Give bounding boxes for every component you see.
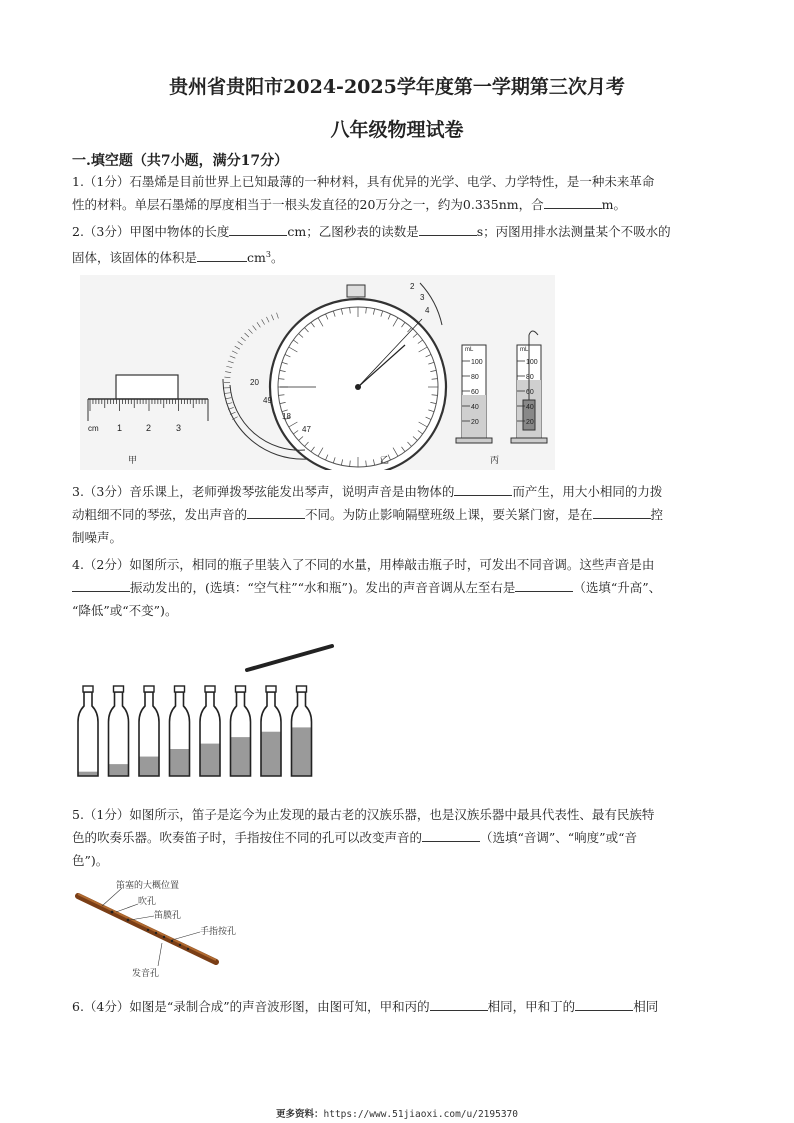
q5-blank[interactable] (422, 828, 480, 842)
q5-text: 色的吹奏乐器。吹奏笛子时，手指按住不同的孔可以改变声音的 (72, 830, 423, 845)
q3-text: 而产生，用大小相同的力拨 (512, 484, 663, 499)
cylinder-mark-label: 80 (526, 374, 534, 381)
ruler-tick-label: 3 (176, 423, 182, 433)
q3-text: 不同。为防止影响隔壁班级上课，要关紧门窗，是在 (305, 507, 593, 522)
footer (0, 1106, 794, 1120)
q5-line1: 5.（1分）如图所示，笛子是迄今为止发现的最古老的汉族乐器，也是汉族乐器中最具代表性、最有民族特 (72, 807, 655, 822)
flute-label: 吹孔 (138, 897, 157, 907)
question-6 (72, 995, 722, 1018)
cylinder-mark-label: 60 (526, 389, 534, 396)
water-level (200, 744, 220, 776)
question-4 (72, 553, 722, 622)
q5-line2 (72, 826, 722, 849)
figure-flute (72, 870, 252, 980)
cylinder-mark-label: 80 (471, 374, 479, 381)
cylinder-mark-label: 60 (471, 389, 479, 396)
blow-hole (111, 911, 114, 914)
water-level (170, 749, 190, 776)
water-level (292, 727, 312, 776)
q1-unit: m。 (601, 197, 626, 212)
ruler-unit: cm (88, 424, 99, 433)
q1-text: 性的材料。单层石墨烯的厚度相当于一根头发直径的20万分之一，约为0.335nm，合 (72, 197, 544, 212)
q2-unit-sup: 3 (265, 250, 271, 259)
bottle (109, 686, 129, 776)
ruler-tick-label: 1 (117, 423, 123, 433)
footer-prefix: 更多资料： (276, 1109, 324, 1120)
q2-blank-stopwatch[interactable] (419, 222, 477, 236)
question-3 (72, 480, 722, 549)
q2-line1 (72, 220, 722, 243)
q2-line2 (72, 243, 722, 269)
q6-text: 相同 (633, 999, 659, 1014)
q4-line3: “降低”或“不变”)。 (72, 603, 178, 618)
label-yi: 乙 (380, 456, 390, 466)
q3-blank-1[interactable] (454, 482, 512, 496)
q1-answer-blank[interactable] (544, 195, 602, 209)
cylinder-unit: mL (465, 347, 474, 353)
q3-blank-2[interactable] (247, 505, 305, 519)
cylinder-mark-label: 20 (526, 419, 534, 426)
cylinder-unit: mL (520, 347, 529, 353)
q4-blank-2[interactable] (515, 578, 573, 592)
q4-blank-1[interactable] (72, 578, 130, 592)
q5-line3: 色”)。 (72, 853, 109, 868)
bottle (261, 686, 281, 776)
flute-label: 笛塞的大概位置 (116, 881, 180, 891)
q2-text: cm；乙图秒表的读数是 (287, 224, 419, 239)
bottle (78, 686, 98, 776)
cylinder-mark-label: 20 (471, 419, 479, 426)
q6-blank-2[interactable] (575, 997, 633, 1011)
small-dial-label: 47 (302, 425, 311, 434)
small-dial-label: 18 (282, 412, 291, 421)
water-level (139, 757, 159, 776)
q6-text: 6.（4分）如图是“录制合成”的声音波形图，由图可知，甲和丙的 (72, 999, 430, 1014)
bottle (231, 686, 251, 776)
cylinder-mark-label: 40 (526, 404, 534, 411)
section-title: 一.填空题（共7小题，满分17分） (72, 153, 289, 169)
flute-label: 手指按孔 (200, 927, 237, 937)
outer-dial-label: 2 (410, 282, 415, 291)
q4-line2 (72, 576, 722, 599)
q3-text: 控 (650, 507, 664, 522)
q2-text: 2.（3分）甲图中物体的长度 (72, 224, 230, 239)
q2-text: s；丙图用排水法测量某个不吸水的 (476, 224, 671, 239)
bottle (292, 686, 312, 776)
q1-line2 (72, 193, 722, 216)
cylinder-mark-label: 40 (471, 404, 479, 411)
water-level (109, 764, 129, 776)
cylinder-mark-label: 100 (471, 359, 483, 366)
q2-blank-length[interactable] (229, 222, 287, 236)
q3-blank-3[interactable] (593, 505, 651, 519)
water-level (231, 737, 251, 776)
q6-text: 相同，甲和丁的 (487, 999, 576, 1014)
outer-dial-label: 3 (420, 293, 425, 302)
q2-text: 。 (270, 250, 284, 266)
q2-text: 固体，该固体的体积是 (72, 250, 198, 266)
q4-text: （选填“升高”、 (573, 580, 662, 595)
ruler-object-block (116, 375, 178, 399)
q1-line1: 1.（1分）石墨烯是目前世界上已知最薄的一种材料，具有优异的光学、电学、力学特性，是一种未来革命 (72, 174, 655, 189)
cylinder-mark-label: 100 (526, 359, 538, 366)
q4-line1: 4.（2分）如图所示，相同的瓶子里装入了不同的水量，用棒敲击瓶子时，可发出不同音调。这些声音是由 (72, 557, 655, 572)
footer-link[interactable]: https://www.51jiaoxi.com/u/2195370 (323, 1109, 518, 1120)
q3-text: 3.（3分）音乐课上，老师弹拨琴弦能发出琴声，说明声音是由物体的 (72, 484, 455, 499)
small-dial-label: 49 (263, 396, 272, 405)
q5-text: （选填“音调”、“响度”或“音 (480, 830, 637, 845)
question-2 (72, 220, 722, 269)
flute-label: 发音孔 (132, 969, 160, 979)
label-jia: 甲 (128, 456, 138, 466)
q3-line1 (72, 480, 722, 503)
q4-text: 振动发出的，(选填：“空气柱”“水和瓶”)。发出的声音音调从左至右是 (130, 580, 516, 595)
q6-line1 (72, 995, 722, 1018)
label-bing: 丙 (490, 456, 500, 466)
question-1 (72, 170, 722, 216)
outer-dial-label: 4 (425, 306, 430, 315)
figure-measurement (80, 275, 555, 470)
q2-blank-volume[interactable] (197, 248, 247, 262)
question-5 (72, 803, 722, 872)
bottle (139, 686, 159, 776)
ruler-tick-label: 2 (146, 423, 152, 433)
q2-unit: cm (247, 250, 266, 266)
flute-label: 笛膜孔 (154, 911, 182, 921)
page-subtitle: 八年级物理试卷 (330, 119, 464, 141)
figure-bottles (70, 640, 370, 780)
q3-line2 (72, 503, 722, 526)
water-level (261, 732, 281, 776)
q6-blank-1[interactable] (430, 997, 488, 1011)
bottle (170, 686, 190, 776)
q3-text: 动粗细不同的琴弦，发出声音的 (72, 507, 248, 522)
striking-rod (247, 646, 332, 670)
page-title: 贵州省贵阳市2024-2025学年度第一学期第三次月考 (169, 76, 625, 98)
q3-line3: 制噪声。 (72, 530, 123, 545)
small-dial-label: 20 (250, 378, 259, 387)
bottle (200, 686, 220, 776)
